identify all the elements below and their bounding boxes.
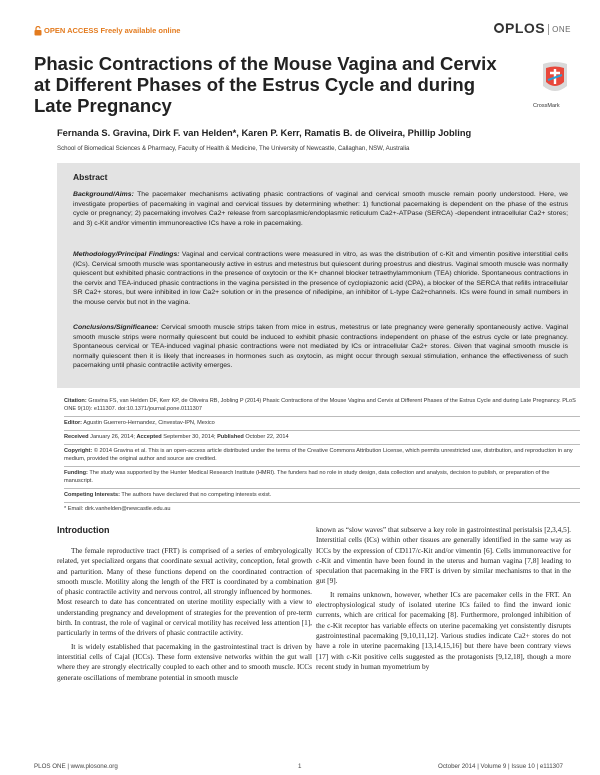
author-list: Fernanda S. Gravina, Dirk F. van Helden*, Karen P. Kerr, Ramatis B. de Oliveira, Phillip Jobling (57, 128, 472, 138)
methodology-label: Methodology/Principal Findings: (73, 251, 180, 258)
accepted-date: September 30, 2014; (163, 434, 216, 440)
funding-label: Funding: (64, 470, 88, 476)
article-title: Phasic Contractions of the Mouse Vagina and Cervix at Different Phases of the Estrus Cycle and during Late Pregnancy (34, 53, 497, 116)
body-column-left (57, 546, 312, 686)
copyright (64, 448, 579, 463)
divider (64, 416, 580, 417)
divider (64, 466, 580, 467)
body-column-right (316, 525, 571, 675)
competing-interests (64, 492, 579, 500)
body-paragraph: known as “slow waves” that subserve a key role in gastrointestinal peristalsis [2,3,4,5]. Interstitial cells (ICs) within other tissues are generally identified in the same way as ICCs by the expression of CD117/c-Kit and/or vimentin [6]. Cells immunoreactive for c-Kit and vimentin have been found in the uterus and human vagina [7,8] leading to speculation that pacemaking in the FRT is driven by similar mechanisms to that in the gut [9]. (316, 525, 571, 586)
conclusions-label: Conclusions/Significance: (73, 324, 159, 331)
page-number: 1 (298, 763, 302, 770)
abstract-background (73, 190, 568, 228)
received-label: Received (64, 434, 89, 440)
published-date: October 22, 2014 (245, 434, 289, 440)
copyright-label: Copyright: (64, 448, 93, 454)
correspondence-email (64, 506, 579, 514)
plos-logo-text: PLOS (505, 20, 546, 36)
section-heading-introduction: Introduction (57, 525, 110, 535)
divider (64, 444, 580, 445)
email-label: * Email: (64, 506, 84, 512)
body-paragraph: It is widely established that pacemaking in the gastrointestinal tract is driven by interstitial cells of Cajal (ICCs). These form extensive networks within the gut wall where they are strongly electrically coupled to each other and to smooth muscle. ICCs generate oscillations of membrane potential in smooth muscle (57, 641, 312, 682)
plos-one-logo (494, 20, 571, 36)
oa-access: ACCESS (67, 26, 99, 35)
editor (64, 420, 579, 428)
affiliation: School of Biomedical Sciences & Pharmacy, Faculty of Health & Medicine, The University of Newcastle, Callaghan, NSW, Australia (57, 145, 410, 152)
divider (64, 430, 580, 431)
competing-text: The authors have declared that no competing interests exist. (121, 492, 272, 498)
email-link[interactable]: dirk.vanhelden@newcastle.edu.au (84, 506, 171, 512)
body-paragraph: It remains unknown, however, whether ICs are pacemaker cells in the FRT. An electrophysiological study of isolated uterine ICs failed to find the inward ionic currents, which are critical for pacemaking [8]. Furthermore, prolonged inhibition of the c-Kit receptor has variable effects on uterine pacemaking yet consistently disrupts gastrointestinal pacemaking [9,10,11,12]. Various studies indicate Ca2+ stores do not have a role in uterine pacemaking [13,14,15,16] but there have been contrary views [17] with c-Kit positive cells suggested as the protagonists [9,12,18], though a more recent study in human myometrium by (316, 589, 571, 671)
crossmark-label: CrossMark (533, 103, 560, 109)
methodology-text: Vaginal and cervical contractions were measured in vitro, as was the distribution of c-Kit and vimentin positive interstitial cells (ICs). Cervical smooth muscle was spontaneously active in estrus and metestrus but quiescent during proestrus and diestrus. Vaginal smooth muscle was normally quiescent but exhibited phasic contractions in the presence of oxytocin or the K+ channel blocker tetraethylammonium (TEA) chloride. Spontaneous contractions in the cervix and TEA-induced phasic contractions in the vagina persisted in the presence of cyclopiazonic acid (CPA), a blocker of the SERCA that refills intracellular SR Ca2+ stores, but were inhibited in low Ca2+ solution or in the presence of nifedipine, an inhibitor of L-type Ca2+channels. ICs were found in small numbers in the mouse cervix but not in the vagina. (73, 251, 568, 306)
divider (64, 502, 580, 503)
plos-logo-suffix: ONE (552, 24, 571, 34)
received-date: January 26, 2014; (90, 434, 135, 440)
citation-text: Gravina FS, van Helden DF, Kerr KP, de Oliveira RB, Jobling P (2014) Phasic Contractions of the Mouse Vagina and Cervix at Different Phases of the Estrus Cycle and during Late Pregnancy. PLoS ONE 9(10): e111307. doi:10.1371/journal.pone.0111307 (64, 398, 576, 412)
crossmark-icon[interactable] (540, 60, 570, 100)
accepted-label: Accepted (136, 434, 162, 440)
footer-issue: October 2014 | Volume 9 | Issue 10 | e111307 (438, 763, 563, 770)
conclusions-text: Cervical smooth muscle strips taken from mice in estrus, metestrus or late pregnancy were generally spontaneously active. Vaginal smooth muscle strips were normally quiescent but could be induced to exhibit phasic contractions independent on phase of the estrus cycle or late pregnancy. Spontaneous cervical or TEA-induced vaginal phasic contractions were not mediated by ICs or intracellular Ca2+ stores. Given that vaginal smooth muscle is normally quiescent then it is likely that increases in hormones such as oxytocin, as might occur through sexual stimulation, enhance the effectiveness of such pacemaking until phasic contractile activity emerges. (73, 324, 568, 370)
background-text: The pacemaker mechanisms activating phasic contractions of vaginal and cervical smooth muscle remain poorly understood. Here, we investigate properties of pacemaking in vaginal and cervical tissues by determining whether: 1) functional pacemaking is dependent on the phase of the estrus cycle or pregnancy; 2) pacemaking involves Ca2+ release from sarcoplasmic/endoplasmic reticulum Ca2+-ATPase (SERCA) -dependent intracellular Ca2+ stores; and 3) c-Kit and/or vimentin immunoreactive ICs have a role in pacemaking. (73, 191, 568, 227)
citation-label: Citation: (64, 398, 87, 404)
footer-journal: PLOS ONE | www.plosone.org (34, 763, 118, 770)
dates (64, 434, 579, 442)
oa-prefix: OPEN (44, 26, 66, 35)
published-label: Published (217, 434, 244, 440)
editor-text: Agustin Guerrero-Hernandez, Cinvestav-IPN, Mexico (83, 420, 215, 426)
copyright-text: © 2014 Gravina et al. This is an open-access article distributed under the terms of the Creative Commons Attribution License, which permits unrestricted use, distribution, and reproduction in any medium, provided the original author and source are credited. (64, 448, 573, 462)
funding-text: The study was supported by the Hunter Medical Research Institute (HMRI). The funders had no role in study design, data collection and analysis, decision to publish, or preparation of the manuscript. (64, 470, 550, 484)
citation (64, 398, 579, 413)
oa-free: Freely available online (100, 26, 181, 35)
competing-label: Competing Interests: (64, 492, 120, 498)
background-label: Background/Aims: (73, 191, 134, 198)
plos-logo-icon (494, 23, 504, 33)
body-paragraph: The female reproductive tract (FRT) is comprised of a series of embryologically related, yet specialized organs that coordinate sexual activity, conception, fetal growth and parturition. Many of these functions depend on the coordinated contraction of smooth muscle. Motility along the length of the FRT is coordinated by a combination of phasic contractile activity and nervous control, all strongly influenced by hormones. Most research to date has concentrated on uterine motility especially with a view to understanding pregnancy and development of strategies for the prevention of pre-term birth. In contrast, the role of vaginal or cervical motility has received less attention [1], particularly in terms of the drivers of phasic contractile activity. (57, 546, 312, 638)
divider (64, 488, 580, 489)
open-access-banner (44, 26, 180, 35)
open-access-lock-icon (34, 26, 42, 36)
abstract-methodology (73, 250, 568, 308)
funding (64, 470, 579, 485)
abstract-conclusions (73, 323, 568, 371)
editor-label: Editor: (64, 420, 83, 426)
abstract-heading: Abstract (73, 172, 108, 182)
